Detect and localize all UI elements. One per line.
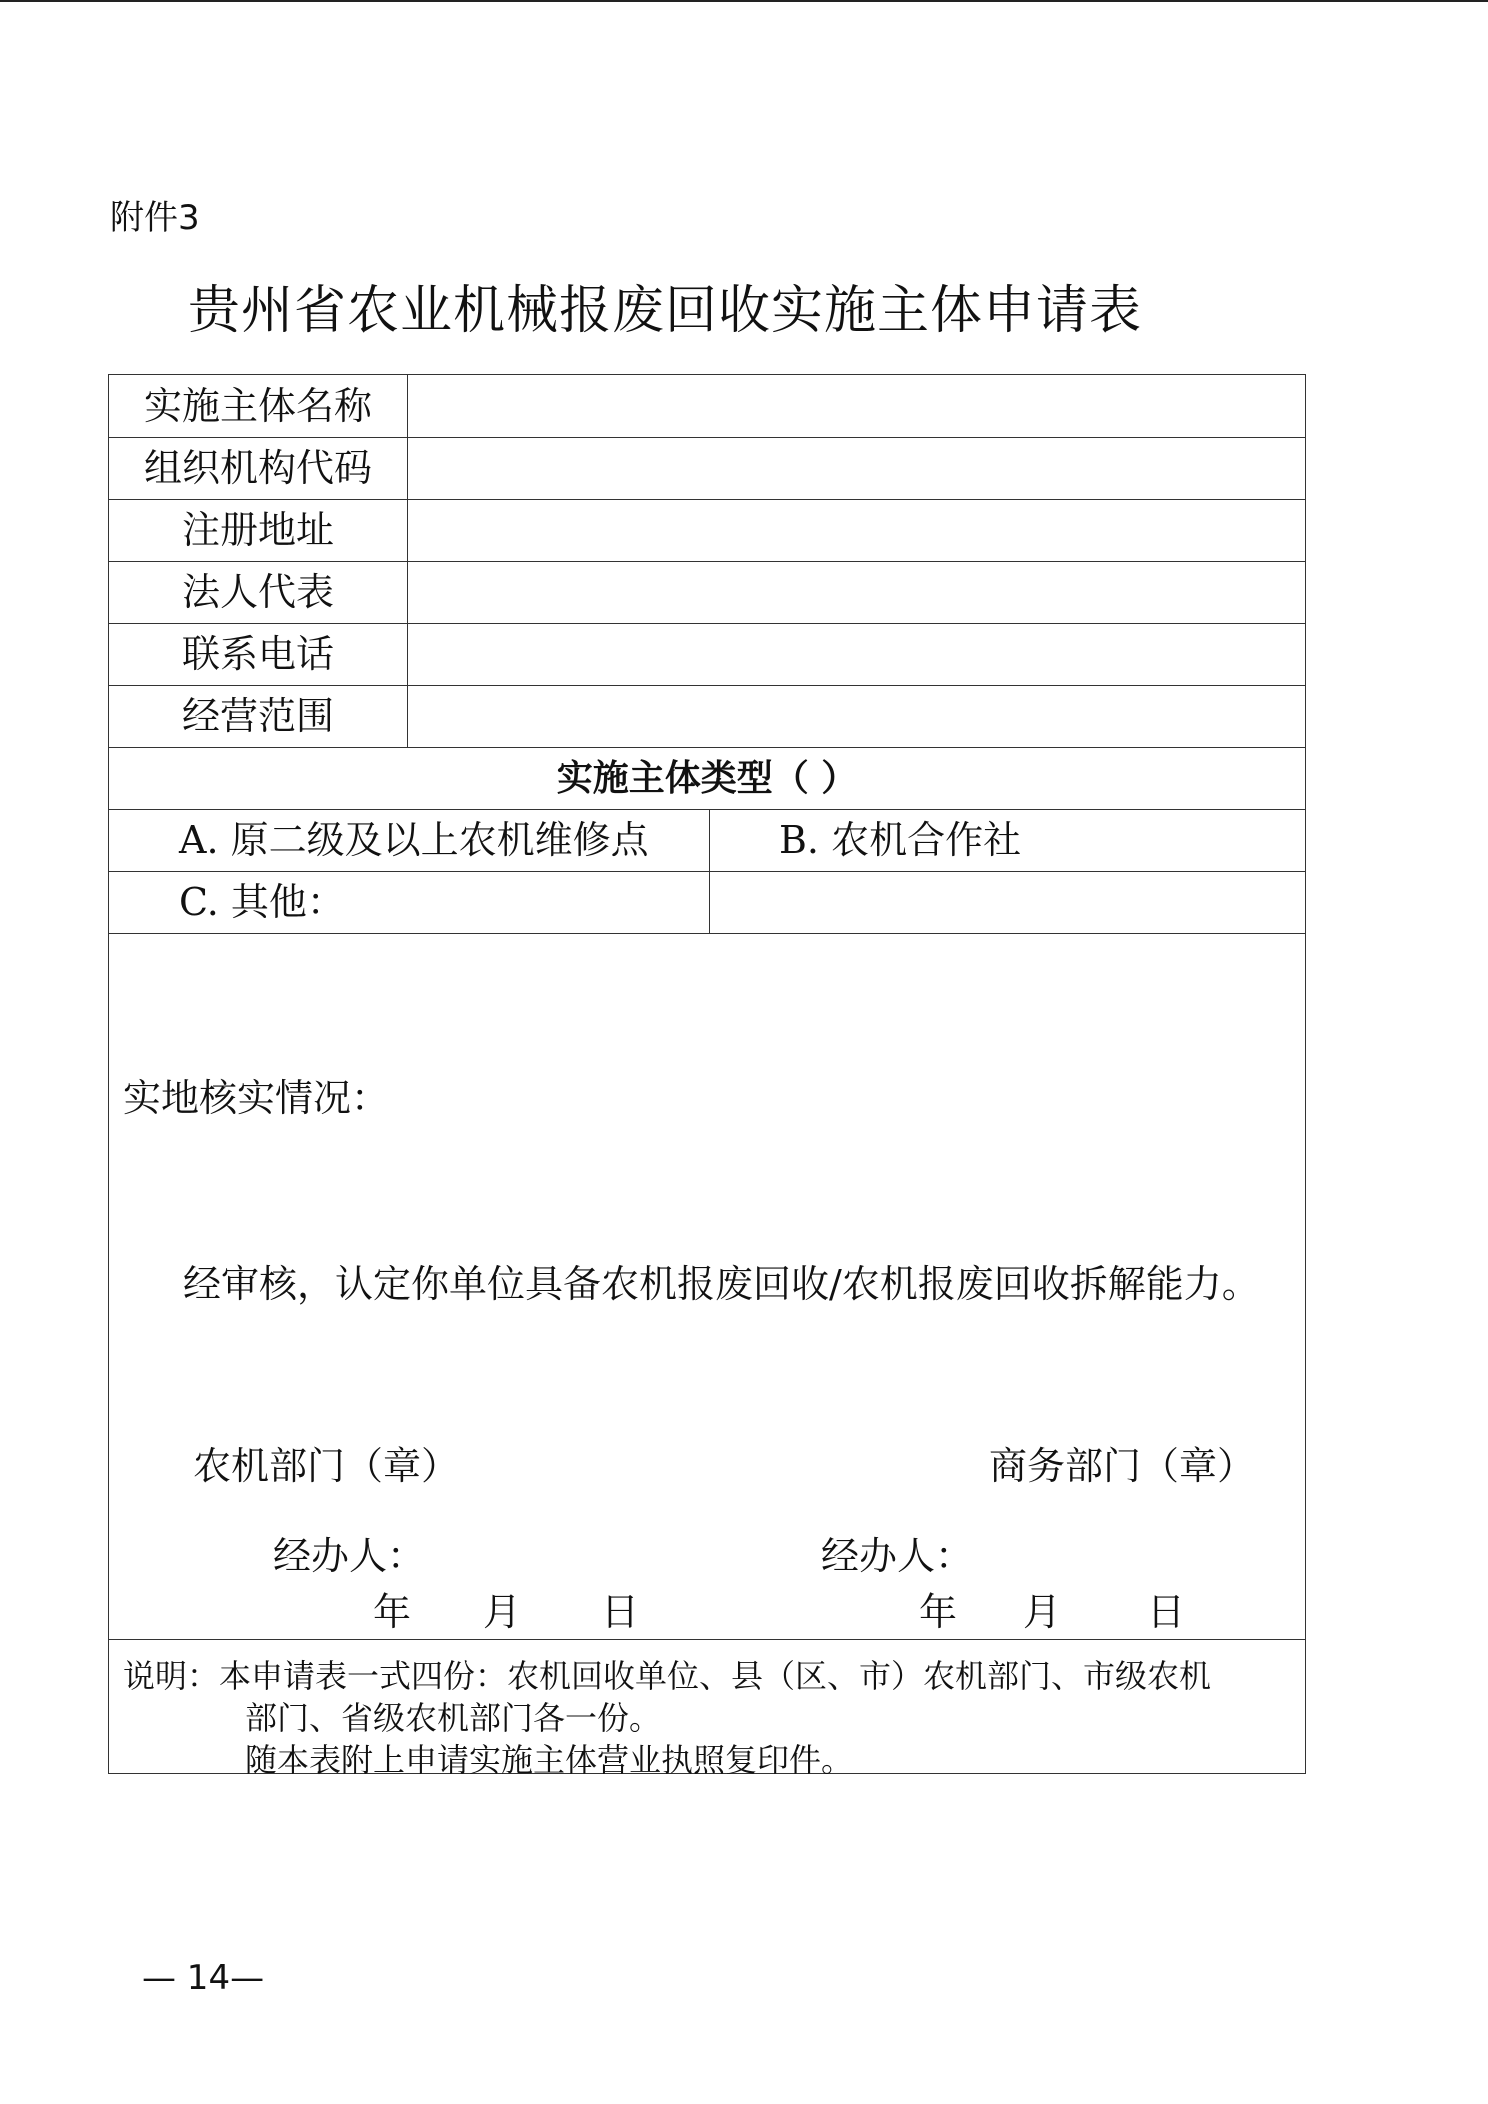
note-line-3: 随本表附上申请实施主体营业执照复印件。 (245, 1741, 854, 1779)
label-column-divider (407, 375, 408, 747)
field-value-phone[interactable] (421, 623, 1301, 685)
field-label-org-code: 组织机构代码 (143, 446, 372, 490)
note-line-1: 说明：本申请表一式四份：农机回收单位、县（区、市）农机部门、市级农机 (123, 1657, 1212, 1695)
date-year-right: 年 (919, 1590, 958, 1634)
date-month-left: 月 (483, 1590, 522, 1634)
field-value-business-scope[interactable] (421, 685, 1301, 747)
field-label-legal-rep: 法人代表 (181, 570, 334, 614)
type-option-c[interactable]: C. 其他： (179, 880, 345, 924)
field-label-business-scope: 经营范围 (181, 694, 334, 738)
field-label-address: 注册地址 (181, 508, 334, 552)
date-day-right: 日 (1147, 1590, 1186, 1634)
type-option-a[interactable]: A. 原二级及以上农机维修点 (179, 818, 649, 862)
top-border (0, 0, 1488, 2)
form-title: 贵州省农业机械报废回收实施主体申请表 (187, 281, 1142, 341)
type-option-b[interactable]: B. 农机合作社 (779, 818, 1022, 862)
date-year-left: 年 (373, 1590, 412, 1634)
field-value-address[interactable] (421, 499, 1301, 561)
verification-label: 实地核实情况： (123, 1076, 390, 1120)
approval-statement: 经审核，认定你单位具备农机报废回收/农机报废回收拆解能力。 (183, 1262, 1260, 1306)
date-month-right: 月 (1023, 1590, 1062, 1634)
field-value-legal-rep[interactable] (421, 561, 1301, 623)
page-number: — 14— (142, 1958, 265, 1998)
commerce-dept-seal: 商务部门（章） (989, 1444, 1256, 1488)
field-value-entity-name[interactable] (421, 375, 1301, 437)
note-line-2: 部门、省级农机部门各一份。 (245, 1699, 662, 1737)
agri-dept-seal: 农机部门（章） (193, 1444, 460, 1488)
entity-type-heading: 实施主体类型（ ） (556, 757, 858, 799)
option-column-divider (709, 809, 710, 933)
row-divider (109, 933, 1305, 934)
attachment-label: 附件3 (110, 198, 200, 238)
field-value-org-code[interactable] (421, 437, 1301, 499)
handler-left: 经办人： (273, 1534, 426, 1578)
handler-right: 经办人： (821, 1534, 974, 1578)
field-label-entity-name: 实施主体名称 (143, 384, 372, 428)
field-label-phone: 联系电话 (181, 632, 334, 676)
row-divider (109, 1639, 1305, 1640)
application-form-table (108, 374, 1306, 1779)
date-day-left: 日 (601, 1590, 640, 1634)
